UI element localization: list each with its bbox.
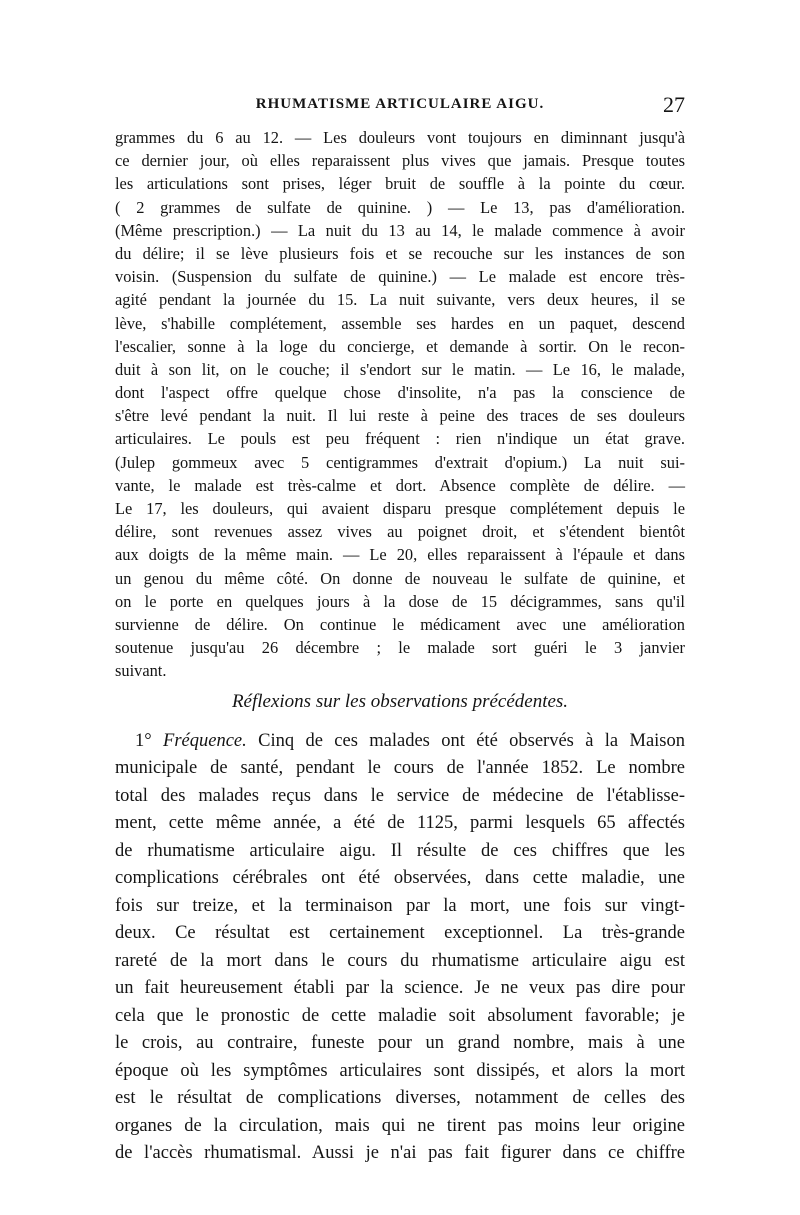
text-line: suivant. — [115, 661, 167, 681]
first-line-text: Cinq de ces malades ont été observés à la Maison — [258, 730, 686, 751]
text-line: (Même prescription.) — La nuit du 13 au 14, le malade commence à avoir — [115, 220, 685, 240]
paragraph-lead-word: Fréquence. — [163, 730, 247, 751]
text-line: dont l'aspect offre quelque chose d'insolite, n'a pas la conscience de — [115, 383, 685, 403]
text-line: on le porte en quelques jours à la dose de 15 décigrammes, sans qu'il — [115, 591, 685, 611]
section-heading: Réflexions sur les observations précédentes. — [231, 690, 569, 712]
text-line: survienne de délire. On continue le médicament avec une amélioration — [115, 614, 685, 634]
paragraph-number: 1° — [135, 730, 152, 751]
text-line: voisin. (Suspension du sulfate de quinine.) — Le malade est encore très- — [115, 267, 685, 287]
text-line: total des malades reçus dans le service de médecine de l'établisse- — [115, 785, 685, 806]
text-line: soutenue jusqu'au 26 décembre ; le malade sort guéri le 3 janvier — [115, 638, 685, 658]
text-line: le crois, au contraire, funeste pour un grand nombre, mais à une — [115, 1033, 685, 1053]
text-line: rareté de la mort dans le cours du rhumatisme articulaire aigu est — [115, 950, 685, 971]
text-line: duit à son lit, on le couche; il s'endort sur le matin. — Le 16, le malade, — [115, 359, 685, 379]
text-line: de l'accès rhumatismal. Aussi je n'ai pas fait figurer dans ce chiffre — [115, 1143, 685, 1163]
running-header — [115, 92, 685, 126]
text-line: ( 2 grammes de sulfate de quinine. ) — Le 13, pas d'amélioration. — [115, 197, 685, 217]
text-line: agité pendant la journée du 15. La nuit suivante, vers deux heures, il se — [115, 290, 685, 310]
text-line: ment, cette même année, a été de 1125, parmi lesquels 65 affectés — [115, 813, 685, 833]
text-line: cela que le pronostic de cette maladie soit absolument favorable; je — [115, 1005, 685, 1026]
text-line: ce dernier jour, où elles reparaissent plus vives que jamais. Presque toutes — [115, 151, 685, 171]
case-observation-text — [115, 126, 685, 683]
text-line: lève, s'habille complétement, assemble ses hardes en un paquet, descend — [115, 313, 685, 333]
running-title: RHUMATISME ARTICULAIRE AIGU. — [255, 96, 545, 112]
text-line: organes de la circulation, mais qui ne tirent pas moins leur origine — [115, 1115, 685, 1136]
text-line: articulaires. Le pouls est peu fréquent : rien n'indique un état grave. — [115, 429, 685, 449]
book-page — [115, 92, 685, 1168]
text-line: un fait heureusement établi par la science. Je ne veux pas dire pour — [115, 978, 685, 998]
text-line: de rhumatisme articulaire aigu. Il résulte de ces chiffres que les — [115, 840, 685, 861]
text-line: Le 17, les douleurs, qui avaient disparu presque complétement depuis le — [115, 499, 685, 518]
text-line: deux. Ce résultat est certainement exceptionnel. La très-grande — [115, 923, 685, 943]
text-line: (Julep gommeux avec 5 centigrammes d'extrait d'opium.) La nuit sui- — [115, 452, 685, 472]
text-line: époque où les symptômes articulaires sont dissipés, et alors la mort — [115, 1060, 685, 1081]
paragraph-first-line — [115, 728, 685, 756]
text-line: les articulations sont prises, léger bruit de souffle à la pointe du cœur. — [115, 174, 685, 194]
page-number: 27 — [663, 92, 685, 117]
text-line: complications cérébrales ont été observées, dans cette maladie, une — [115, 868, 685, 888]
text-line: l'escalier, sonne à la loge du concierge, et demande à sortir. On le recon- — [115, 336, 685, 356]
text-line: du délire; il se lève plusieurs fois et se recouche sur les instances de son — [115, 243, 685, 263]
text-line: grammes du 6 au 12. — Les douleurs vont toujours en diminnant jusqu'à — [115, 128, 685, 147]
text-line: est le résultat de complications diverses, notamment de celles des — [115, 1088, 685, 1108]
text-line: municipale de santé, pendant le cours de l'année 1852. Le nombre — [115, 758, 685, 778]
text-line: vante, le malade est très-calme et dort. Absence complète de délire. — — [115, 475, 685, 495]
reflexions-paragraph — [115, 728, 685, 1168]
text-line: aux doigts de la même main. — Le 20, elles reparaissent à l'épaule et dans — [115, 545, 685, 565]
text-line: délire, sont revenues assez vives au poignet droit, et s'étendent bientôt — [115, 522, 685, 542]
text-line: un genou du même côté. On donne de nouveau le sulfate de quinine, et — [115, 568, 685, 588]
text-line: fois sur treize, et la terminaison par la mort, une fois sur vingt- — [115, 895, 685, 916]
text-line: s'être levé pendant la nuit. Il lui reste à peine des traces de ses douleurs — [115, 406, 685, 426]
